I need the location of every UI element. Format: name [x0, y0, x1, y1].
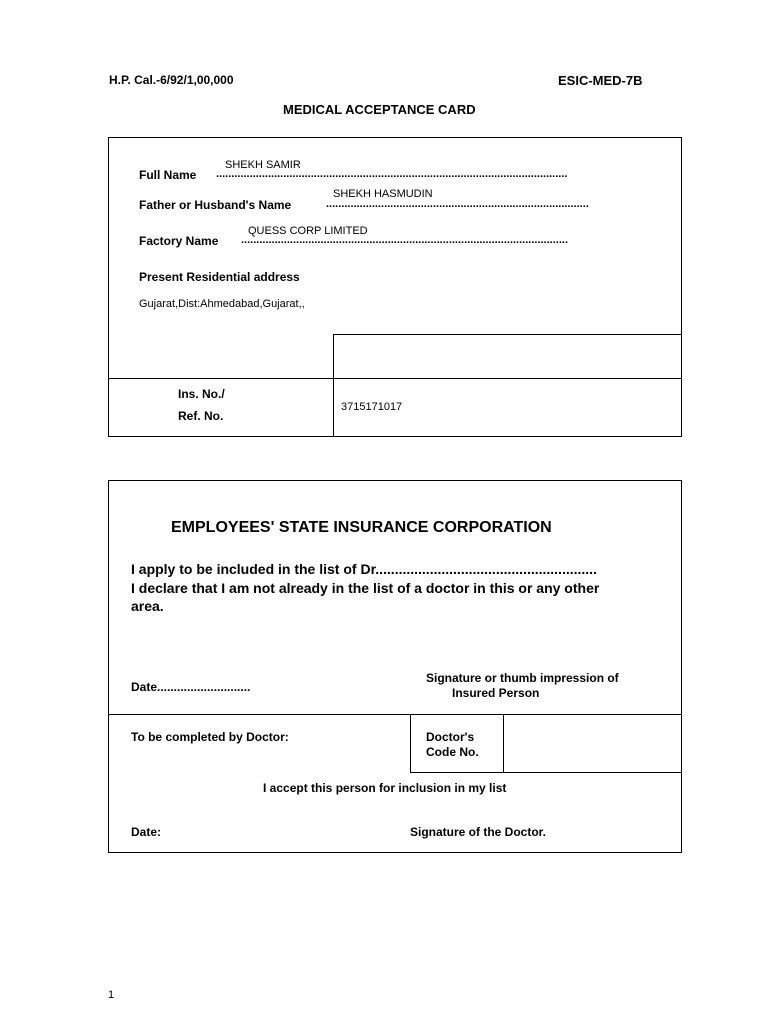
- doctor-signature-label: Signature of the Doctor.: [410, 825, 547, 839]
- doctor-code-divider-bottom: [410, 772, 682, 773]
- declare-line-1: I declare that I am not already in the list of a doctor in this or any other: [131, 580, 600, 596]
- ins-label-line-2: Ref. No.: [178, 409, 224, 423]
- apply-line: I apply to be included in the list of Dr.........................................................: [131, 561, 597, 577]
- doctor-code-label-2: Code No.: [426, 745, 479, 759]
- card-divider-ins: [108, 378, 682, 379]
- signature-label-line-2: Insured Person: [452, 686, 540, 700]
- doctor-code-divider-left: [410, 714, 411, 773]
- doctor-date-label: Date:: [131, 825, 162, 839]
- address-value: Gujarat,Dist:Ahmedabad,Gujarat,,: [139, 298, 305, 310]
- accept-line: I accept this person for inclusion in my list: [263, 781, 507, 795]
- ins-number-value: 3715171017: [341, 401, 403, 413]
- date-field: Date............................: [131, 680, 251, 694]
- form-code-right: ESIC-MED-7B: [558, 73, 643, 88]
- org-title: EMPLOYEES' STATE INSURANCE CORPORATION: [171, 519, 552, 536]
- factory-name-dots: ...........................................................................................................: [241, 234, 569, 246]
- father-name-label: Father or Husband's Name: [139, 198, 292, 212]
- page-title: MEDICAL ACCEPTANCE CARD: [283, 102, 476, 117]
- card-divider-vertical: [333, 334, 334, 437]
- address-label: Present Residential address: [139, 270, 300, 284]
- father-name-value: SHEKH HASMUDIN: [333, 188, 433, 200]
- doctor-code-label-1: Doctor's: [426, 730, 475, 744]
- declare-line-2: area.: [131, 598, 164, 614]
- factory-name-value: QUESS CORP LIMITED: [248, 225, 368, 237]
- card-divider-doctor: [108, 714, 682, 715]
- card-divider-top-right: [333, 334, 682, 335]
- full-name-label: Full Name: [139, 168, 197, 182]
- doctor-section-label: To be completed by Doctor:: [131, 730, 289, 744]
- father-name-dots: ......................................................................................: [326, 198, 589, 210]
- factory-name-label: Factory Name: [139, 234, 219, 248]
- page-number: 1: [108, 989, 115, 1001]
- full-name-dots: ...................................................................................................................: [216, 168, 568, 180]
- form-code-left: H.P. Cal.-6/92/1,00,000: [109, 73, 234, 87]
- doctor-code-divider-right: [503, 714, 504, 773]
- full-name-value: SHEKH SAMIR: [225, 159, 301, 171]
- signature-label-line-1: Signature or thumb impression of: [426, 671, 619, 685]
- ins-label-line-1: Ins. No./: [178, 387, 225, 401]
